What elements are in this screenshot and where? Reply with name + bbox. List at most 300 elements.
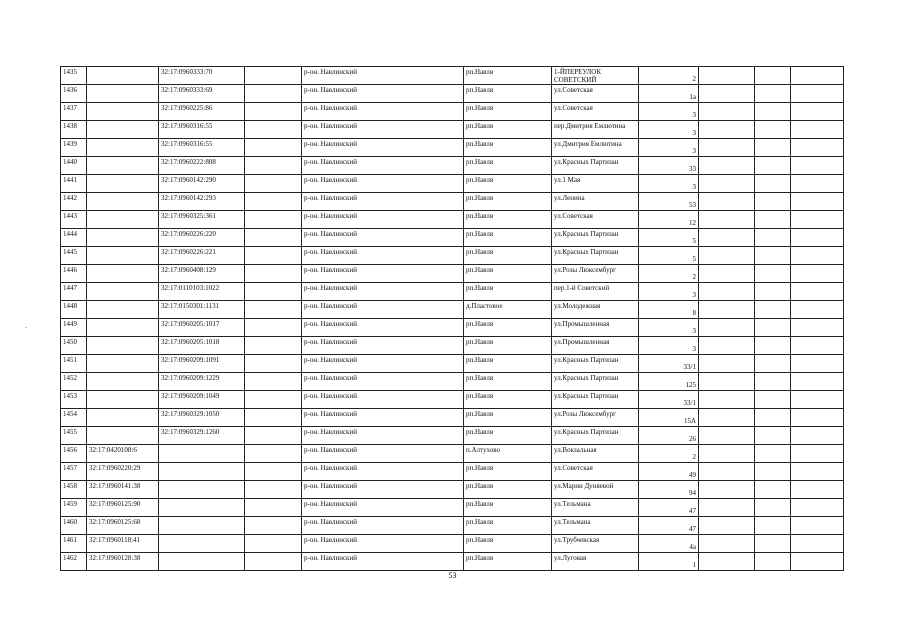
- cell-empty: [755, 517, 791, 535]
- cell-street: ул.Промышленная: [552, 337, 639, 355]
- cell-locality: рп.Навля: [464, 265, 552, 283]
- cell-row-number: 1438: [61, 121, 87, 139]
- cell-empty: [245, 301, 302, 319]
- table-row: [61, 409, 844, 427]
- cell-cadastral-number-b: 32:17:0960209:1091: [159, 355, 245, 373]
- cell-house-number: 15А: [639, 409, 699, 427]
- cell-street: ул.Розы Люксембург: [552, 409, 639, 427]
- cell-locality: рп.Навля: [464, 283, 552, 301]
- cell-empty: [755, 85, 791, 103]
- table-row: [61, 283, 844, 301]
- cell-empty: [699, 319, 755, 337]
- cell-empty: [791, 445, 844, 463]
- cell-empty: [245, 463, 302, 481]
- cell-row-number: 1461: [61, 535, 87, 553]
- cell-district: р-он. Навлинский: [302, 463, 464, 481]
- cell-empty: [699, 463, 755, 481]
- cell-empty: [699, 499, 755, 517]
- table-row: [61, 265, 844, 283]
- cell-house-number: 2: [639, 445, 699, 463]
- cell-cadastral-number-b: 32:17:0960142:293: [159, 193, 245, 211]
- cell-cadastral-number-a: [87, 193, 159, 211]
- cell-empty: [699, 103, 755, 121]
- cell-empty: [699, 175, 755, 193]
- cell-house-number: 1а: [639, 85, 699, 103]
- cell-locality: рп.Навля: [464, 337, 552, 355]
- cell-empty: [755, 499, 791, 517]
- cell-cadastral-number-a: [87, 103, 159, 121]
- cell-empty: [791, 67, 844, 85]
- cell-empty: [791, 499, 844, 517]
- cell-cadastral-number-b: 32:17:0960142:290: [159, 175, 245, 193]
- cell-cadastral-number-a: [87, 67, 159, 85]
- table-row: [61, 481, 844, 499]
- cell-empty: [755, 67, 791, 85]
- cell-street: ул.Красных Партизан: [552, 373, 639, 391]
- cell-cadastral-number-a: 32:17:0960220:29: [87, 463, 159, 481]
- cell-district: р-он. Навлинский: [302, 265, 464, 283]
- cell-cadastral-number-b: [159, 463, 245, 481]
- cell-cadastral-number-b: 32:17:0960329:1050: [159, 409, 245, 427]
- cell-empty: [791, 517, 844, 535]
- cell-cadastral-number-a: 32:17:0960141:38: [87, 481, 159, 499]
- cell-cadastral-number-a: [87, 373, 159, 391]
- table-row: [61, 391, 844, 409]
- cell-empty: [245, 535, 302, 553]
- cell-house-number: 4а: [639, 535, 699, 553]
- cell-cadastral-number-a: [87, 157, 159, 175]
- cell-locality: рп.Навля: [464, 499, 552, 517]
- cell-street: ул.Красных Партизан: [552, 355, 639, 373]
- cell-empty: [755, 175, 791, 193]
- cell-cadastral-number-b: 32:17:0960226:221: [159, 247, 245, 265]
- cell-empty: [791, 481, 844, 499]
- cell-street: ул.Красных Партизан: [552, 157, 639, 175]
- cell-empty: [755, 409, 791, 427]
- cell-empty: [791, 355, 844, 373]
- cell-empty: [245, 175, 302, 193]
- cell-empty: [245, 517, 302, 535]
- cell-cadastral-number-a: 32:17:0960125:90: [87, 499, 159, 517]
- cell-street: ул.Советская: [552, 211, 639, 229]
- cell-empty: [755, 481, 791, 499]
- cell-empty: [245, 157, 302, 175]
- cell-empty: [699, 445, 755, 463]
- cell-empty: [699, 229, 755, 247]
- cell-house-number: 33: [639, 157, 699, 175]
- cell-empty: [699, 301, 755, 319]
- table-row: [61, 229, 844, 247]
- cell-empty: [755, 445, 791, 463]
- cell-empty: [699, 157, 755, 175]
- cell-locality: рп.Навля: [464, 553, 552, 571]
- cell-locality: рп.Навля: [464, 157, 552, 175]
- cell-street: ул.1 Мая: [552, 175, 639, 193]
- table-row: [61, 355, 844, 373]
- cell-empty: [245, 121, 302, 139]
- cell-row-number: 1451: [61, 355, 87, 373]
- cell-street: ул.Красных Партизан: [552, 391, 639, 409]
- cell-row-number: 1452: [61, 373, 87, 391]
- cell-district: р-он. Навлинский: [302, 301, 464, 319]
- cell-empty: [755, 211, 791, 229]
- cell-row-number: 1457: [61, 463, 87, 481]
- cell-empty: [755, 463, 791, 481]
- cell-cadastral-number-b: [159, 481, 245, 499]
- cell-cadastral-number-b: [159, 517, 245, 535]
- cell-empty: [245, 319, 302, 337]
- cell-house-number: 33/1: [639, 391, 699, 409]
- cell-empty: [699, 193, 755, 211]
- cell-empty: [791, 553, 844, 571]
- cell-empty: [755, 121, 791, 139]
- cell-empty: [755, 535, 791, 553]
- table-row: [61, 175, 844, 193]
- cell-empty: [245, 247, 302, 265]
- cell-cadastral-number-b: 32:17:0960222:808: [159, 157, 245, 175]
- cell-empty: [791, 265, 844, 283]
- cell-empty: [791, 391, 844, 409]
- cell-house-number: 47: [639, 517, 699, 535]
- cell-locality: рп.Навля: [464, 67, 552, 85]
- cell-empty: [791, 319, 844, 337]
- cell-empty: [791, 103, 844, 121]
- cell-locality: рп.Навля: [464, 175, 552, 193]
- cell-row-number: 1436: [61, 85, 87, 103]
- cell-empty: [699, 211, 755, 229]
- cell-house-number: 94: [639, 481, 699, 499]
- cell-district: р-он. Навлинский: [302, 121, 464, 139]
- cell-empty: [245, 409, 302, 427]
- cell-empty: [791, 139, 844, 157]
- cell-district: р-он. Навлинский: [302, 337, 464, 355]
- cell-empty: [791, 175, 844, 193]
- cell-empty: [245, 499, 302, 517]
- cell-locality: рп.Навля: [464, 139, 552, 157]
- cell-district: р-он. Навлинский: [302, 499, 464, 517]
- cell-house-number: 8: [639, 301, 699, 319]
- cell-empty: [755, 301, 791, 319]
- table-row: [61, 247, 844, 265]
- cell-row-number: 1454: [61, 409, 87, 427]
- cell-empty: [791, 247, 844, 265]
- cell-locality: рп.Навля: [464, 355, 552, 373]
- cell-locality: рп.Навля: [464, 319, 552, 337]
- cell-cadastral-number-a: [87, 391, 159, 409]
- cell-locality: рп.Навля: [464, 463, 552, 481]
- cell-street: ул.Красных Партизан: [552, 229, 639, 247]
- cell-empty: [755, 283, 791, 301]
- cell-house-number: 26: [639, 427, 699, 445]
- cell-cadastral-number-a: 32:17:0960118:41: [87, 535, 159, 553]
- cell-empty: [755, 103, 791, 121]
- cell-street: ул.Тельмана: [552, 517, 639, 535]
- cell-empty: [699, 265, 755, 283]
- cell-empty: [699, 337, 755, 355]
- cell-cadastral-number-a: [87, 175, 159, 193]
- cell-house-number: 3: [639, 319, 699, 337]
- cell-locality: п.Алтухово: [464, 445, 552, 463]
- cell-district: р-он. Навлинский: [302, 481, 464, 499]
- cell-district: р-он. Навлинский: [302, 175, 464, 193]
- table-row: [61, 157, 844, 175]
- margin-mark: -: [25, 325, 27, 331]
- cell-empty: [245, 337, 302, 355]
- cell-street: ул.Красных Партизан: [552, 427, 639, 445]
- cell-district: р-он. Навлинский: [302, 211, 464, 229]
- cell-cadastral-number-a: [87, 265, 159, 283]
- cell-district: р-он. Навлинский: [302, 139, 464, 157]
- cell-cadastral-number-a: [87, 85, 159, 103]
- cell-locality: рп.Навля: [464, 193, 552, 211]
- cell-house-number: 3: [639, 175, 699, 193]
- cell-empty: [791, 211, 844, 229]
- cell-empty: [245, 229, 302, 247]
- cell-locality: рп.Навля: [464, 391, 552, 409]
- cell-house-number: 3: [639, 139, 699, 157]
- cell-house-number: 2: [639, 67, 699, 85]
- cell-house-number: 1: [639, 553, 699, 571]
- table-row: [61, 211, 844, 229]
- cell-empty: [699, 553, 755, 571]
- table-row: [61, 373, 844, 391]
- cell-empty: [699, 67, 755, 85]
- cell-district: р-он. Навлинский: [302, 373, 464, 391]
- cell-locality: рп.Навля: [464, 103, 552, 121]
- cell-street: ул.Советская: [552, 463, 639, 481]
- registry-table: [60, 66, 844, 571]
- cell-empty: [245, 481, 302, 499]
- cell-locality: рп.Навля: [464, 85, 552, 103]
- table-row: [61, 445, 844, 463]
- cell-cadastral-number-b: 32:17:0960408:129: [159, 265, 245, 283]
- table-row: [61, 193, 844, 211]
- cell-empty: [755, 427, 791, 445]
- cell-row-number: 1448: [61, 301, 87, 319]
- table-row: [61, 301, 844, 319]
- cell-cadastral-number-b: [159, 445, 245, 463]
- cell-row-number: 1450: [61, 337, 87, 355]
- cell-cadastral-number-b: 32:17:0150301:1131: [159, 301, 245, 319]
- cell-row-number: 1439: [61, 139, 87, 157]
- cell-locality: д.Пластовое: [464, 301, 552, 319]
- cell-cadastral-number-b: 32:17:0960316:55: [159, 139, 245, 157]
- cell-district: р-он. Навлинский: [302, 157, 464, 175]
- table-row: [61, 517, 844, 535]
- cell-district: р-он. Навлинский: [302, 229, 464, 247]
- cell-empty: [245, 445, 302, 463]
- cell-street: ул.Тельмана: [552, 499, 639, 517]
- cell-street: пер.1-й Советский: [552, 283, 639, 301]
- cell-house-number: 5: [639, 229, 699, 247]
- cell-cadastral-number-b: [159, 553, 245, 571]
- cell-empty: [791, 193, 844, 211]
- cell-district: р-он. Навлинский: [302, 85, 464, 103]
- cell-cadastral-number-b: 32:17:0960209:1049: [159, 391, 245, 409]
- cell-cadastral-number-a: [87, 319, 159, 337]
- cell-street: ул.Ленина: [552, 193, 639, 211]
- cell-street: ул.Молодежная: [552, 301, 639, 319]
- cell-empty: [791, 85, 844, 103]
- cell-house-number: 3: [639, 103, 699, 121]
- cell-locality: рп.Навля: [464, 427, 552, 445]
- cell-row-number: 1441: [61, 175, 87, 193]
- cell-district: р-он. Навлинский: [302, 103, 464, 121]
- cell-empty: [699, 391, 755, 409]
- cell-street: ул.Луговая: [552, 553, 639, 571]
- cell-cadastral-number-b: 32:17:0960225:86: [159, 103, 245, 121]
- cell-row-number: 1445: [61, 247, 87, 265]
- cell-empty: [245, 211, 302, 229]
- cell-locality: рп.Навля: [464, 229, 552, 247]
- cell-empty: [245, 373, 302, 391]
- cell-cadastral-number-a: [87, 337, 159, 355]
- cell-empty: [245, 67, 302, 85]
- cell-row-number: 1444: [61, 229, 87, 247]
- cell-cadastral-number-b: 32:17:0960329:1260: [159, 427, 245, 445]
- cell-empty: [755, 355, 791, 373]
- cell-street: ул.Промышленная: [552, 319, 639, 337]
- cell-empty: [755, 157, 791, 175]
- cell-empty: [699, 139, 755, 157]
- cell-street: ул.Красных Партизан: [552, 247, 639, 265]
- cell-empty: [699, 535, 755, 553]
- cell-cadastral-number-b: 32:17:0960209:1229: [159, 373, 245, 391]
- cell-row-number: 1460: [61, 517, 87, 535]
- cell-row-number: 1459: [61, 499, 87, 517]
- cell-empty: [699, 355, 755, 373]
- table-row: [61, 499, 844, 517]
- cell-cadastral-number-a: 32:17:0960125:68: [87, 517, 159, 535]
- cell-house-number: 125: [639, 373, 699, 391]
- cell-street: ул.Советская: [552, 85, 639, 103]
- cell-empty: [755, 265, 791, 283]
- cell-street: ул.Марии Дуняевой: [552, 481, 639, 499]
- table-row: [61, 427, 844, 445]
- cell-locality: рп.Навля: [464, 121, 552, 139]
- cell-empty: [791, 157, 844, 175]
- cell-cadastral-number-a: [87, 355, 159, 373]
- table-row: [61, 535, 844, 553]
- cell-cadastral-number-b: [159, 499, 245, 517]
- cell-empty: [245, 265, 302, 283]
- cell-row-number: 1453: [61, 391, 87, 409]
- cell-district: р-он. Навлинский: [302, 535, 464, 553]
- cell-cadastral-number-a: [87, 301, 159, 319]
- cell-empty: [245, 553, 302, 571]
- cell-row-number: 1443: [61, 211, 87, 229]
- cell-empty: [791, 229, 844, 247]
- cell-row-number: 1437: [61, 103, 87, 121]
- cell-house-number: 53: [639, 193, 699, 211]
- cell-empty: [755, 193, 791, 211]
- cell-district: р-он. Навлинский: [302, 553, 464, 571]
- cell-empty: [791, 535, 844, 553]
- cell-empty: [699, 85, 755, 103]
- cell-house-number: 3: [639, 337, 699, 355]
- table-row: [61, 553, 844, 571]
- cell-empty: [245, 427, 302, 445]
- cell-district: р-он. Навлинский: [302, 319, 464, 337]
- cell-locality: рп.Навля: [464, 517, 552, 535]
- cell-empty: [245, 355, 302, 373]
- cell-row-number: 1447: [61, 283, 87, 301]
- table-row: [61, 85, 844, 103]
- cell-street: ул.Дмитрия Емлютина: [552, 139, 639, 157]
- cell-empty: [699, 517, 755, 535]
- cell-empty: [245, 103, 302, 121]
- cell-locality: рп.Навля: [464, 409, 552, 427]
- cell-empty: [791, 121, 844, 139]
- cell-locality: рп.Навля: [464, 373, 552, 391]
- cell-house-number: 49: [639, 463, 699, 481]
- cell-house-number: 2: [639, 265, 699, 283]
- cell-locality: рп.Навля: [464, 481, 552, 499]
- cell-empty: [755, 229, 791, 247]
- cell-house-number: 47: [639, 499, 699, 517]
- cell-row-number: 1435: [61, 67, 87, 85]
- table-row: [61, 463, 844, 481]
- cell-empty: [755, 337, 791, 355]
- cell-empty: [755, 391, 791, 409]
- cell-empty: [791, 337, 844, 355]
- cell-row-number: 1458: [61, 481, 87, 499]
- cell-row-number: 1449: [61, 319, 87, 337]
- table-row: [61, 139, 844, 157]
- cell-cadastral-number-a: [87, 121, 159, 139]
- cell-district: р-он. Навлинский: [302, 247, 464, 265]
- cell-locality: рп.Навля: [464, 247, 552, 265]
- table-row: [61, 103, 844, 121]
- cell-cadastral-number-b: 32:17:0960325:361: [159, 211, 245, 229]
- cell-empty: [755, 319, 791, 337]
- cell-cadastral-number-b: 32:17:0960205:1018: [159, 337, 245, 355]
- cell-cadastral-number-a: [87, 427, 159, 445]
- cell-cadastral-number-b: 32:17:0960333:70: [159, 67, 245, 85]
- cell-district: р-он. Навлинский: [302, 409, 464, 427]
- cell-empty: [245, 139, 302, 157]
- cell-empty: [699, 427, 755, 445]
- cell-empty: [699, 121, 755, 139]
- cell-cadastral-number-b: [159, 535, 245, 553]
- cell-district: р-он. Навлинский: [302, 517, 464, 535]
- cell-row-number: 1455: [61, 427, 87, 445]
- cell-cadastral-number-b: 32:17:0960226:220: [159, 229, 245, 247]
- cell-street: ул.Розы Люксембург: [552, 265, 639, 283]
- cell-locality: рп.Навля: [464, 211, 552, 229]
- cell-empty: [699, 409, 755, 427]
- table-row: [61, 319, 844, 337]
- cell-empty: [245, 283, 302, 301]
- cell-street: ул.Трубчевская: [552, 535, 639, 553]
- cell-empty: [791, 409, 844, 427]
- cell-street: ул.Советская: [552, 103, 639, 121]
- cell-row-number: 1442: [61, 193, 87, 211]
- cell-cadastral-number-b: 32:17:0110103:1022: [159, 283, 245, 301]
- cell-district: р-он. Навлинский: [302, 283, 464, 301]
- registry-table-body: [61, 67, 844, 571]
- cell-empty: [791, 283, 844, 301]
- cell-cadastral-number-a: [87, 247, 159, 265]
- table-row: [61, 67, 844, 85]
- cell-cadastral-number-b: 32:17:0960316:55: [159, 121, 245, 139]
- cell-street: 1-ЙПЕРЕУЛОК СОВЕТСКИЙ: [552, 67, 639, 85]
- cell-cadastral-number-a: [87, 211, 159, 229]
- cell-cadastral-number-a: [87, 409, 159, 427]
- cell-cadastral-number-a: [87, 229, 159, 247]
- cell-district: р-он. Навлинский: [302, 67, 464, 85]
- cell-house-number: 33/1: [639, 355, 699, 373]
